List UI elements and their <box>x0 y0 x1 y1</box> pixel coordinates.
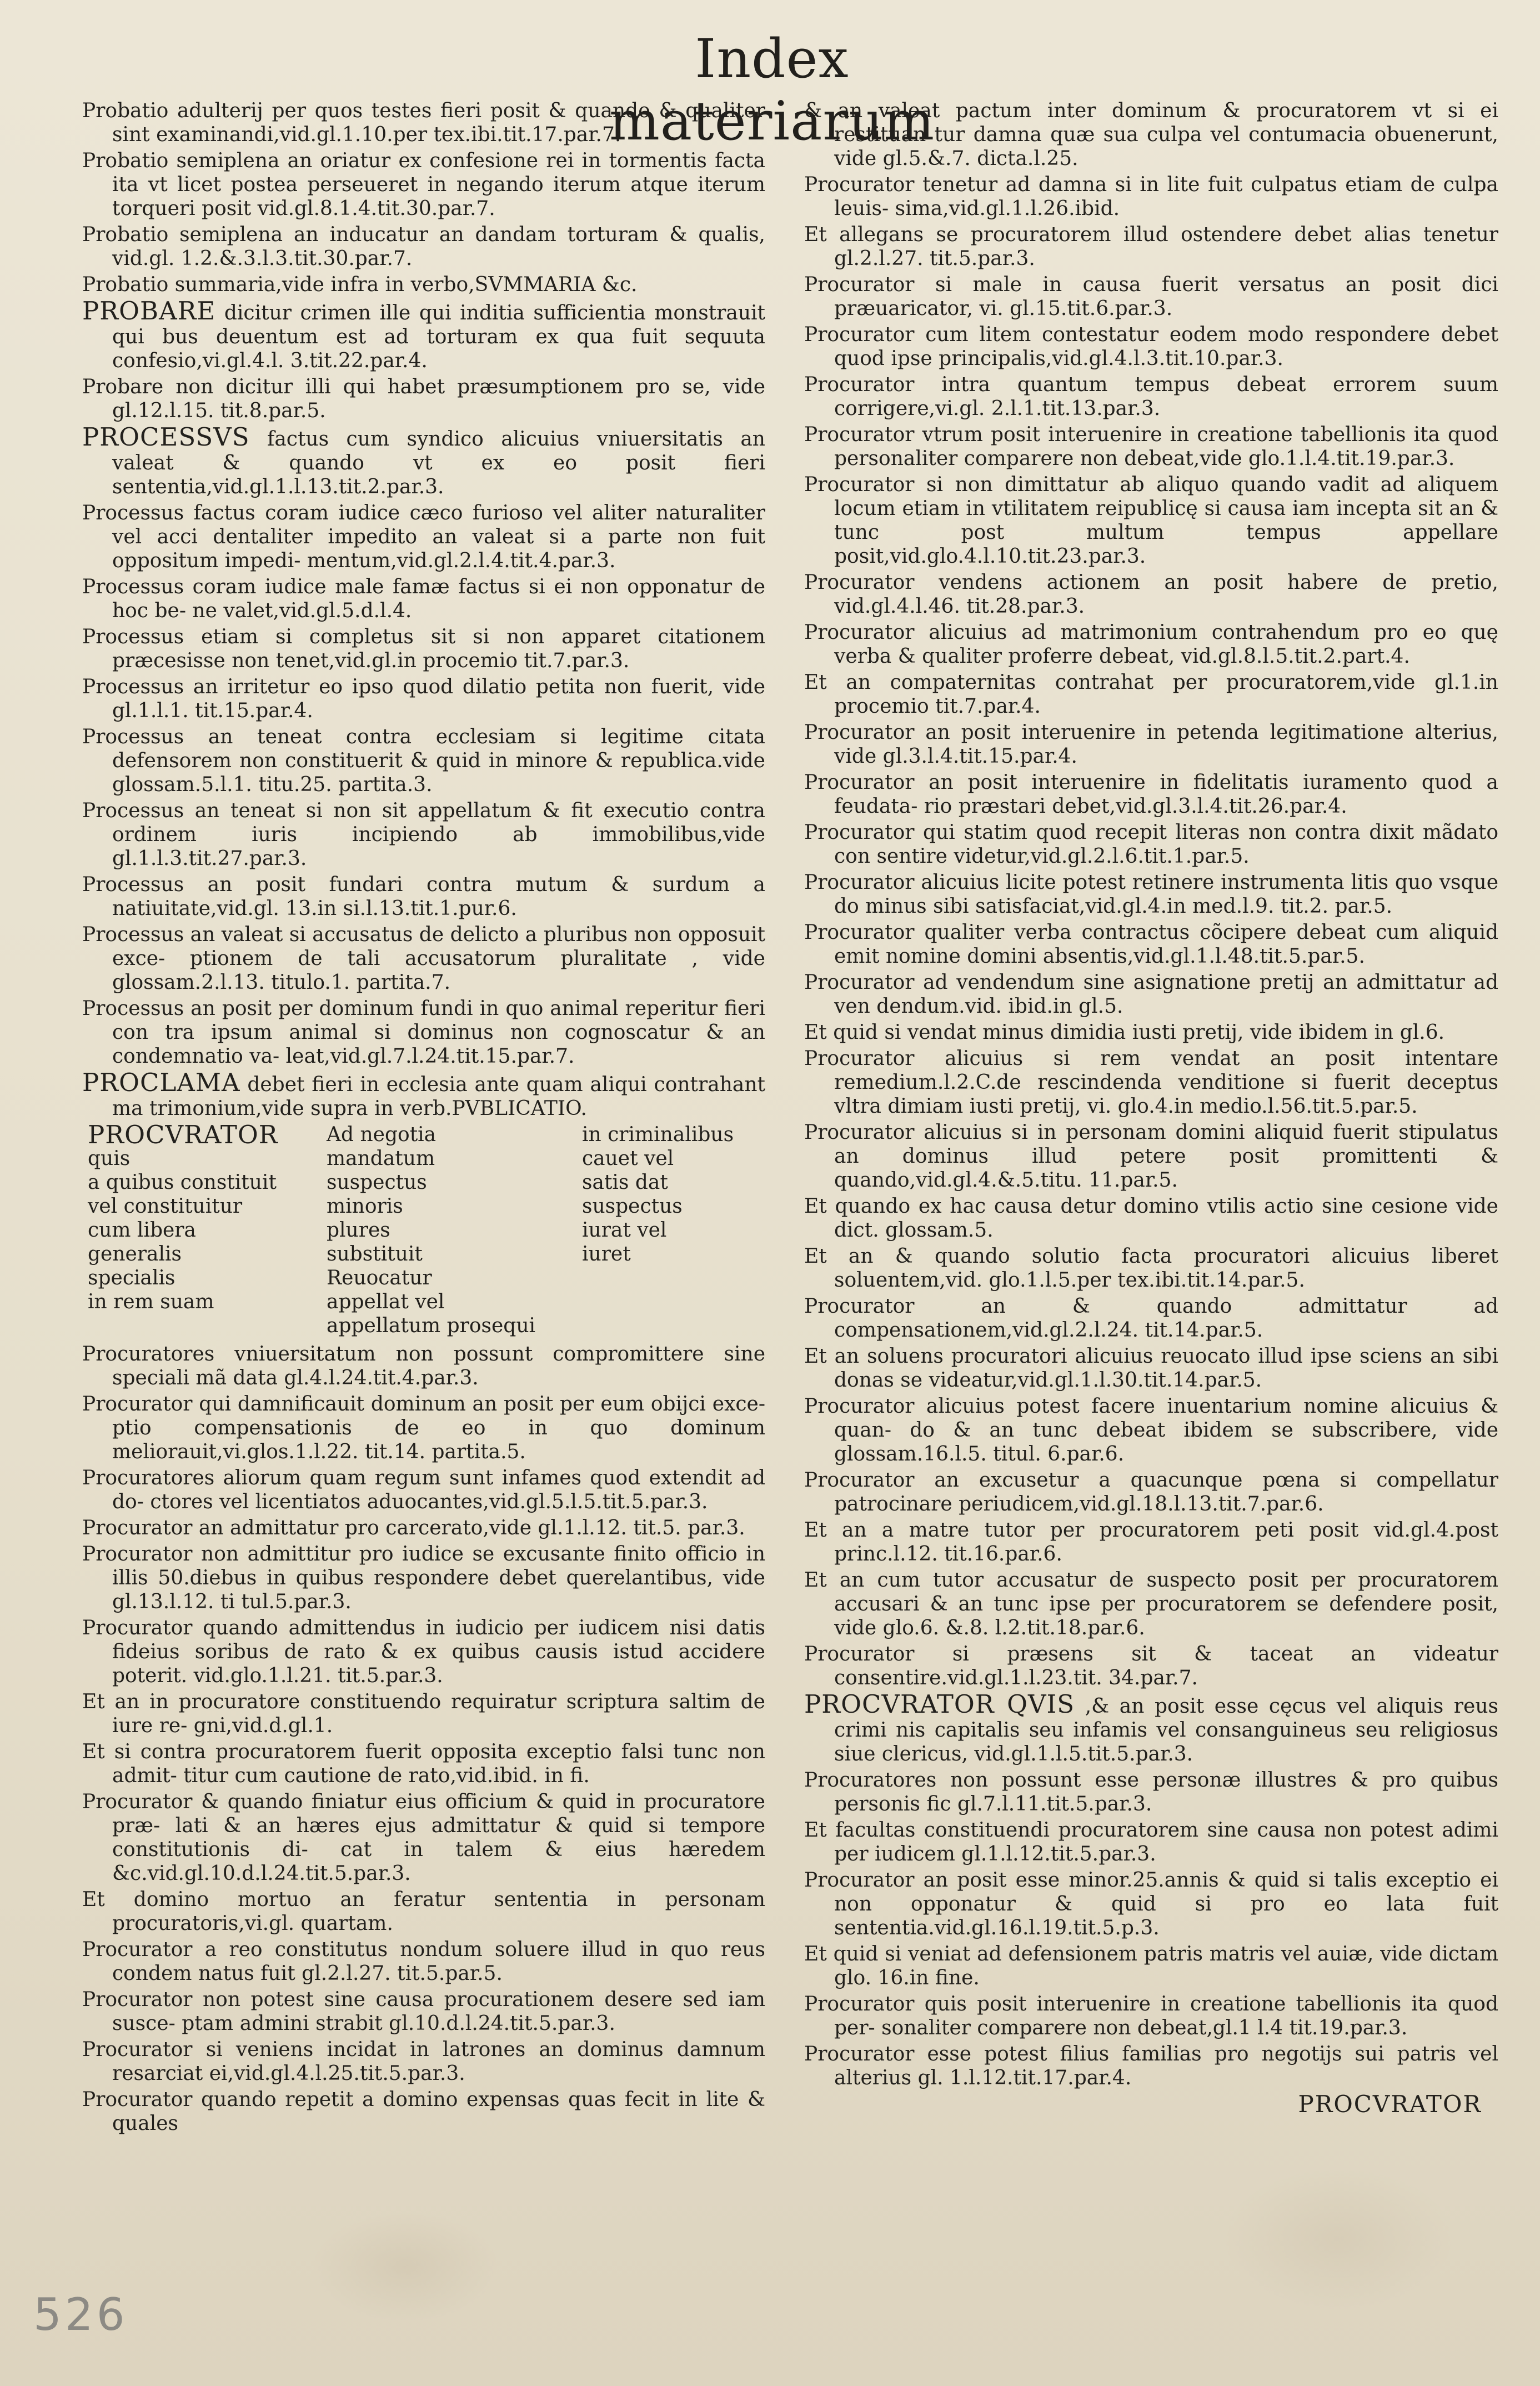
entry-text: Procurator an posit interuenire in fidelitatis iuramento quod a feudata- rio præstari debet,vid.gl.3.l.4.tit.26.par.4. <box>804 771 1498 818</box>
index-entry <box>82 1888 765 1935</box>
entry-text: Procurator qualiter verba contractus cõcipere debeat cum aliquid emit nomine domini absentis,vid.gl.1.l.48.tit.5.par.5. <box>804 921 1498 968</box>
index-entry <box>82 1988 765 2035</box>
index-entry <box>82 375 765 423</box>
procurator-grid-cell: quis <box>88 1147 131 1170</box>
entry-text: Procuratores aliorum quam regum sunt infames quod extendit ad do- ctores vel licentiatos aduocantes,vid.gl.5.l.5.tit.5.par.3. <box>82 1467 765 1513</box>
index-entry <box>82 799 765 871</box>
index-entry <box>804 323 1498 371</box>
procurator-grid-cell: vel constituitur <box>88 1195 243 1218</box>
entry-text: Probatio adulterij per quos testes fieri posit & quando & qualiter sint examinandi,vid.gl.1.10.per tex.ibi.tit.17.par.7. <box>82 99 765 146</box>
entry-text: Procurator vendens actionem an posit habere de pretio, vid.gl.4.l.46. tit.28.par.3. <box>804 571 1498 618</box>
entry-text: Procurator ad vendendum sine asignatione pretij an admittatur ad ven dendum.vid. ibid.in gl.5. <box>804 971 1498 1018</box>
entry-text: Procurator an admittatur pro carcerato,vide gl.1.l.12. tit.5. par.3. <box>82 1517 745 1539</box>
entry-text: Et an compaternitas contrahat per procuratorem,vide gl.1.in procemio tit.7.par.4. <box>804 671 1498 718</box>
catchword: PROCVRATOR <box>1298 2090 1482 2118</box>
index-entry <box>82 273 765 297</box>
procurator-grid-cell: specialis <box>88 1267 175 1289</box>
index-entry <box>804 1818 1498 1866</box>
procurator-grid-cell: iurat vel <box>582 1219 667 1242</box>
procurator-grid-cell: minoris <box>327 1195 403 1218</box>
entry-text: Et facultas constituendi procuratorem sine causa non potest adimi per iudicem gl.1.l.12.tit.5.par.3. <box>804 1819 1498 1865</box>
index-entry <box>82 2038 765 2085</box>
index-entry <box>804 1021 1498 1044</box>
index-entry <box>804 1768 1498 1816</box>
entry-text: Et an a matre tutor per procuratorem peti posit vid.gl.4.post princ.l.12. tit.16.par.6. <box>804 1519 1498 1565</box>
index-entry <box>82 575 765 623</box>
index-entry <box>804 671 1498 718</box>
entry-text: factus cum syndico alicuius vniuersitatis an valeat & quando vt ex eo posit fieri sententia,vid.gl.1.l.13.tit.2.par.3. <box>112 428 765 498</box>
entry-text: Processus an teneat si non sit appellatum & fit executio contra ordinem iuris incipiendo ab immobilibus,vide gl.1.l.3.tit.27.par.3. <box>82 799 765 870</box>
index-entry <box>804 1394 1498 1466</box>
entry-headword: PROBARE <box>82 296 216 326</box>
index-entry <box>804 571 1498 618</box>
index-entry <box>82 1068 765 1121</box>
index-entry <box>82 1466 765 1514</box>
procurator-grid-cell: satis dat <box>582 1171 668 1194</box>
index-entry <box>804 771 1498 818</box>
entry-text: Procurator intra quantum tempus debeat errorem suum corrigere,vi.gl. 2.l.1.tit.13.par.3. <box>804 373 1498 420</box>
entry-text: Procurator alicuius si rem vendat an posit intentare remedium.l.2.C.de rescindenda venditione si fuerit deceptus vltra dimiam iusti pretij, vi. glo.4.in medio.l.56.tit.5.par.5. <box>804 1047 1498 1118</box>
left-entries-after <box>82 1342 765 2135</box>
entry-text: Probatio semiplena an oriatur ex confesione rei in tormentis facta ita vt licet postea perseueret in negando iterum atque iterum torqueri posit vid.gl.8.1.4.tit.30.par.7. <box>82 149 765 220</box>
entry-text: Procurator an & quando admittatur ad compensationem,vid.gl.2.l.24. tit.14.par.5. <box>804 1295 1498 1342</box>
index-entry <box>82 1542 765 1614</box>
index-entry <box>804 871 1498 918</box>
index-entry <box>804 1518 1498 1566</box>
right-entries <box>804 99 1498 2090</box>
entry-text: Procurator an excusetur a quacunque pœna si compellatur patrocinare periudicem,vid.gl.18.l.13.tit.7.par.6. <box>804 1469 1498 1515</box>
procurator-grid-cell: Ad negotia <box>327 1123 437 1146</box>
procurator-grid-cell: suspectus <box>582 1195 683 1218</box>
right-column <box>804 99 1498 2116</box>
entry-text: Procurator alicuius si in personam domini aliquid fuerit stipulatus an dominus illud petere posit promittenti & quando,vid.gl.4.&.5.titu. 11.par.5. <box>804 1121 1498 1192</box>
entry-text: Procurator qui statim quod recepit literas non contra dixit mãdato con sentire videtur,vid.gl.2.l.6.tit.1.par.5. <box>804 821 1498 868</box>
procurator-grid-cell: plures <box>327 1219 390 1242</box>
index-entry <box>804 971 1498 1018</box>
index-entry <box>82 625 765 673</box>
entry-text: Procurator vtrum posit interuenire in creatione tabellionis ita quod personaliter comparere non debeat,vide glo.1.l.4.tit.19.par.3. <box>804 423 1498 470</box>
entry-text: Et domino mortuo an feratur sententia in personam procuratoris,vi.gl. quartam. <box>82 1888 765 1935</box>
index-entry <box>82 99 765 147</box>
entry-text: Procurator an posit interuenire in petenda legitimatione alterius, vide gl.3.l.4.tit.15.par.4. <box>804 721 1498 768</box>
procurator-grid-cell: mandatum <box>327 1147 435 1170</box>
procurator-grid-cell: Reuocatur <box>327 1267 432 1289</box>
procurator-grid <box>82 1120 765 1338</box>
index-entry <box>804 1568 1498 1640</box>
index-entry <box>82 1616 765 1688</box>
entry-text: Et quando ex hac causa detur domino vtilis actio sine cesione vide dict. glossam.5. <box>804 1195 1498 1242</box>
index-entry <box>82 149 765 221</box>
entry-headword: PROCLAMA <box>82 1068 240 1097</box>
entry-text: Probare non dicitur illi qui habet præsumptionem pro se, vide gl.12.l.15. tit.8.par.5. <box>82 376 765 422</box>
index-entry <box>804 99 1498 171</box>
index-entry <box>804 1468 1498 1516</box>
entry-text: Et quid si veniat ad defensionem patris matris vel auiæ, vide dictam glo. 16.in fine. <box>804 1943 1498 1989</box>
entry-text: Procurator quando repetit a domino expensas quas fecit in lite & quales <box>82 2088 765 2135</box>
entry-text: Procurator cum litem contestatur eodem modo respondere debet quod ipse principalis,vid.gl.4.l.3.tit.10.par.3. <box>804 323 1498 370</box>
index-entry <box>82 675 765 723</box>
index-entry <box>804 721 1498 768</box>
entry-text: Processus an valeat si accusatus de delicto a pluribus non opposuit exce- ptionem de tali accusatorum pluralitate , vide glossam.2.l.13. titulo.1. partita.7. <box>82 923 765 994</box>
entry-text: Procurator quis posit interuenire in creatione tabellionis ita quod per- sonaliter comparere non debeat,gl.1 l.4 tit.19.par.3. <box>804 1993 1498 2039</box>
procurator-grid-cell: a quibus constituit <box>88 1171 277 1194</box>
index-entry <box>804 1294 1498 1342</box>
procurator-grid-cell <box>82 1314 327 1338</box>
index-entry <box>82 1516 765 1540</box>
procurator-grid-cell: cauet vel <box>582 1147 674 1170</box>
page-stain <box>1222 2167 1455 2311</box>
entry-text: Processus an posit per dominum fundi in quo animal reperitur fieri con tra ipsum animal si dominus non cognoscatur & an condemnatio va- leat,vid.gl.7.l.24.tit.15.par.7. <box>82 997 765 1068</box>
index-entry <box>804 473 1498 568</box>
entry-text: Procurator quando admittendus in iudicio per iudicem nisi datis fideius soribus de rato & ex quibus causis istud accidere poterit. vid.glo.1.l.21. tit.5.par.3. <box>82 1617 765 1687</box>
procurator-grid-cell: in criminalibus <box>582 1123 734 1146</box>
index-entry <box>82 873 765 921</box>
procurator-grid-cell: in rem suam <box>88 1290 214 1313</box>
entry-text: Probatio semiplena an inducatur an dandam torturam & qualis, vid.gl. 1.2.&.3.l.3.tit.30.par.7. <box>82 223 765 270</box>
procurator-grid-cell <box>582 1290 765 1314</box>
index-entry <box>804 273 1498 321</box>
index-entry <box>804 921 1498 968</box>
index-entry <box>82 2088 765 2135</box>
entry-text: Procuratores vniuersitatum non possunt compromittere sine speciali mã data gl.4.l.24.tit.4.par.3. <box>82 1343 765 1389</box>
entry-text: Procurator si veniens incidat in latrones an dominus damnum resarciat ei,vid.gl.4.l.25.tit.5.par.3. <box>82 2038 765 2085</box>
index-entry <box>804 1344 1498 1392</box>
index-entry <box>82 1938 765 1985</box>
index-entry <box>804 173 1498 221</box>
entry-text: Et quid si vendat minus dimidia iusti pretij, vide ibidem in gl.6. <box>804 1021 1445 1044</box>
index-entry <box>82 501 765 573</box>
entry-text: Procurator si præsens sit & taceat an videatur consentire.vid.gl.1.l.23.tit. 34.par.7. <box>804 1643 1498 1689</box>
index-entry <box>804 1121 1498 1192</box>
procurator-grid-cell: cum libera <box>88 1219 196 1242</box>
procurator-grid-cell: appellat vel <box>327 1290 445 1313</box>
entry-text: Procurator an posit esse minor.25.annis & quid si talis exceptio ei non opponatur & quid si pro eo lata fuit sententia.vid.gl.16.l.19.tit.5.p.3. <box>804 1869 1498 1939</box>
index-entry <box>82 296 765 373</box>
page-title: Index materiarum <box>609 28 935 152</box>
entry-text: dicitur crimen ille qui inditia sufficientia monstrauit qui bus deuentum est ad torturam ex qua fuit sequuta confesio,vi.gl.4.l. 3.tit.22.par.4. <box>112 302 765 372</box>
index-entry <box>82 1790 765 1885</box>
index-entry <box>82 923 765 994</box>
entry-text: Procurator non admittitur pro iudice se excusante finito officio in illis 50.diebus in quibus respondere debet querelantibus, vide gl.13.l.12. ti tul.5.par.3. <box>82 1543 765 1613</box>
index-entry <box>804 1244 1498 1292</box>
entry-text: Procurator alicuius potest facere inuentarium nomine alicuius & quan- do & an tunc debeat ibidem se subscribere, vide glossam.16.l.5. titul. 6.par.6. <box>804 1395 1498 1465</box>
index-entry <box>804 1194 1498 1242</box>
entry-text: Procurator qui damnificauit dominum an posit per eum obijci exce- ptio compensationis de eo in quo dominum meliorauit,vi.glos.1.l.22. tit.14. partita.5. <box>82 1393 765 1463</box>
index-entry <box>804 821 1498 868</box>
entry-text: Et an cum tutor accusatur de suspecto posit per procuratorem accusari & an tunc ipse per procuratorem se defendere posit, vide glo.6. &.8. l.2.tit.18.par.6. <box>804 1569 1498 1639</box>
entry-text: Procurator a reo constitutus nondum soluere illud in quo reus condem natus fuit gl.2.l.27. tit.5.par.5. <box>82 1938 765 1985</box>
procurator-grid-cell: iuret <box>582 1243 631 1265</box>
index-entry <box>804 621 1498 668</box>
procurator-grid-cell: PROCVRATOR <box>88 1120 278 1149</box>
entry-text: Et an soluens procuratori alicuius reuocato illud ipse sciens an sibi donas se videatur,vid.gl.1.l.30.tit.14.par.5. <box>804 1345 1498 1392</box>
left-entries <box>82 99 765 1121</box>
index-entry <box>804 1689 1498 1766</box>
entry-text: Procurator si male in causa fuerit versatus an posit dici præuaricator, vi. gl.15.tit.6.par.3. <box>804 273 1498 320</box>
entry-text: Et an & quando solutio facta procuratori alicuius liberet soluentem,vid. glo.1.l.5.per tex.ibi.tit.14.par.5. <box>804 1245 1498 1292</box>
index-entry <box>804 1868 1498 1940</box>
entry-text: Processus etiam si completus sit si non apparet citationem præcesisse non tenet,vid.gl.in procemio tit.7.par.3. <box>82 626 765 672</box>
procurator-grid-cell <box>582 1314 765 1338</box>
entry-text: Processus an teneat contra ecclesiam si legitime citata defensorem non constituerit & quid in minore & republica.vide glossam.5.l.1. titu.25. partita.3. <box>82 726 765 796</box>
index-entry <box>804 1047 1498 1118</box>
index-entry <box>82 1392 765 1464</box>
entry-text: Et si contra procuratorem fuerit opposita exceptio falsi tunc non admit- titur cum cautione de rato,vid.ibid. in fi. <box>82 1740 765 1787</box>
index-entry <box>82 1740 765 1788</box>
left-column <box>82 99 765 2138</box>
index-entry <box>804 223 1498 271</box>
entry-text: Procurator esse potest filius familias pro negotijs sui patris vel alterius gl. 1.l.12.tit.17.par.4. <box>804 2043 1498 2089</box>
procurator-grid-cell: substituit <box>327 1243 423 1265</box>
procurator-grid-cell: suspectus <box>327 1171 427 1194</box>
procurator-grid-cell <box>582 1266 765 1290</box>
index-entry <box>804 1642 1498 1690</box>
entry-text: Processus an irritetur eo ipso quod dilatio petita non fuerit, vide gl.1.l.1. tit.15.par.4. <box>82 676 765 722</box>
procurator-grid-cell: generalis <box>88 1243 182 1265</box>
index-entry <box>804 423 1498 471</box>
entry-text: Probatio summaria,vide infra in verbo,SVMMARIA &c. <box>82 273 638 296</box>
entry-text: Et allegans se procuratorem illud ostendere debet alias tenetur gl.2.l.27. tit.5.par.3. <box>804 223 1498 270</box>
index-entry <box>82 1342 765 1390</box>
entry-text: Procurator alicuius ad matrimonium contrahendum pro eo quę verba & qualiter proferre debeat, vid.gl.8.l.5.tit.2.part.4. <box>804 621 1498 668</box>
entry-text: Procurator tenetur ad damna si in lite fuit culpatus etiam de culpa leuis- sima,vid.gl.1.l.26.ibid. <box>804 173 1498 220</box>
entry-text: Processus an posit fundari contra mutum & surdum a natiuitate,vid.gl. 13.in si.l.13.tit.1.pur.6. <box>82 873 765 920</box>
index-entry <box>82 725 765 797</box>
procurator-grid-cell: appellatum prosequi <box>327 1314 536 1337</box>
entry-text: Et an in procuratore constituendo requiratur scriptura saltim de iure re- gni,vid.d.gl.1. <box>82 1690 765 1737</box>
index-entry <box>804 1992 1498 2040</box>
entry-text: Processus coram iudice male famæ factus si ei non opponatur de hoc be- ne valet,vid.gl.5.d.l.4. <box>82 576 765 622</box>
index-entry <box>804 2042 1498 2090</box>
index-entry <box>82 997 765 1068</box>
index-entry <box>82 223 765 271</box>
entry-text: Procurator si non dimittatur ab aliquo quando vadit ad aliquem locum etiam in vtilitatem reipublicę si causa iam incepta sit an & tunc post multum tempus appellare posit,vid.glo.4.l.10.tit.23.par.3. <box>804 473 1498 568</box>
entry-text: Procurator alicuius licite potest retinere instrumenta litis quo vsque do minus sibi satisfaciat,vid.gl.4.in med.l.9. tit.2. par.5. <box>804 871 1498 918</box>
entry-text: Procuratores non possunt esse personæ illustres & pro quibus personis fic gl.7.l.11.tit.5.par.3. <box>804 1769 1498 1815</box>
entry-text: Procurator & quando finiatur eius officium & quid in procuratore præ- lati & an hæres ejus admittatur & quid si tempore constitutionis di- cat in talem & eius hæredem &c.vid.gl.10.d.l.24.tit.5.par.3. <box>82 1790 765 1885</box>
index-entry <box>82 422 765 499</box>
folio-note: 526 <box>33 2289 128 2340</box>
entry-text: debet fieri in ecclesia ante quam aliqui contrahant ma trimonium,vide supra in verb.PVBLICATIO. <box>112 1073 765 1120</box>
entry-text: ,& an posit esse cęcus vel aliquis reus crimi nis capitalis seu infamis vel consanguineus seu religiosus siue clericus, vid.gl.1.l.5.tit.5.par.3. <box>834 1695 1498 1765</box>
entry-headword: PROCESSVS <box>82 422 250 452</box>
index-entry <box>804 373 1498 421</box>
page-stain <box>311 2211 500 2322</box>
index-entry <box>82 1690 765 1738</box>
entry-text: & an valeat pactum inter dominum & procuratorem vt si ei restituan tur damna quæ sua culpa vel contumacia obuenerunt, vide gl.5.&.7. dicta.l.25. <box>804 99 1498 170</box>
entry-headword: PROCVRATOR QVIS <box>804 1689 1075 1719</box>
entry-text: Processus factus coram iudice cæco furioso vel aliter naturaliter vel acci dentaliter impedito an valeat si a parte non fuit oppositum impedi- mentum,vid.gl.2.l.4.tit.4.par.3. <box>82 502 765 572</box>
index-entry <box>804 1942 1498 1990</box>
entry-text: Procurator non potest sine causa procurationem desere sed iam susce- ptam admini strabit gl.10.d.l.24.tit.5.par.3. <box>82 1988 765 2035</box>
